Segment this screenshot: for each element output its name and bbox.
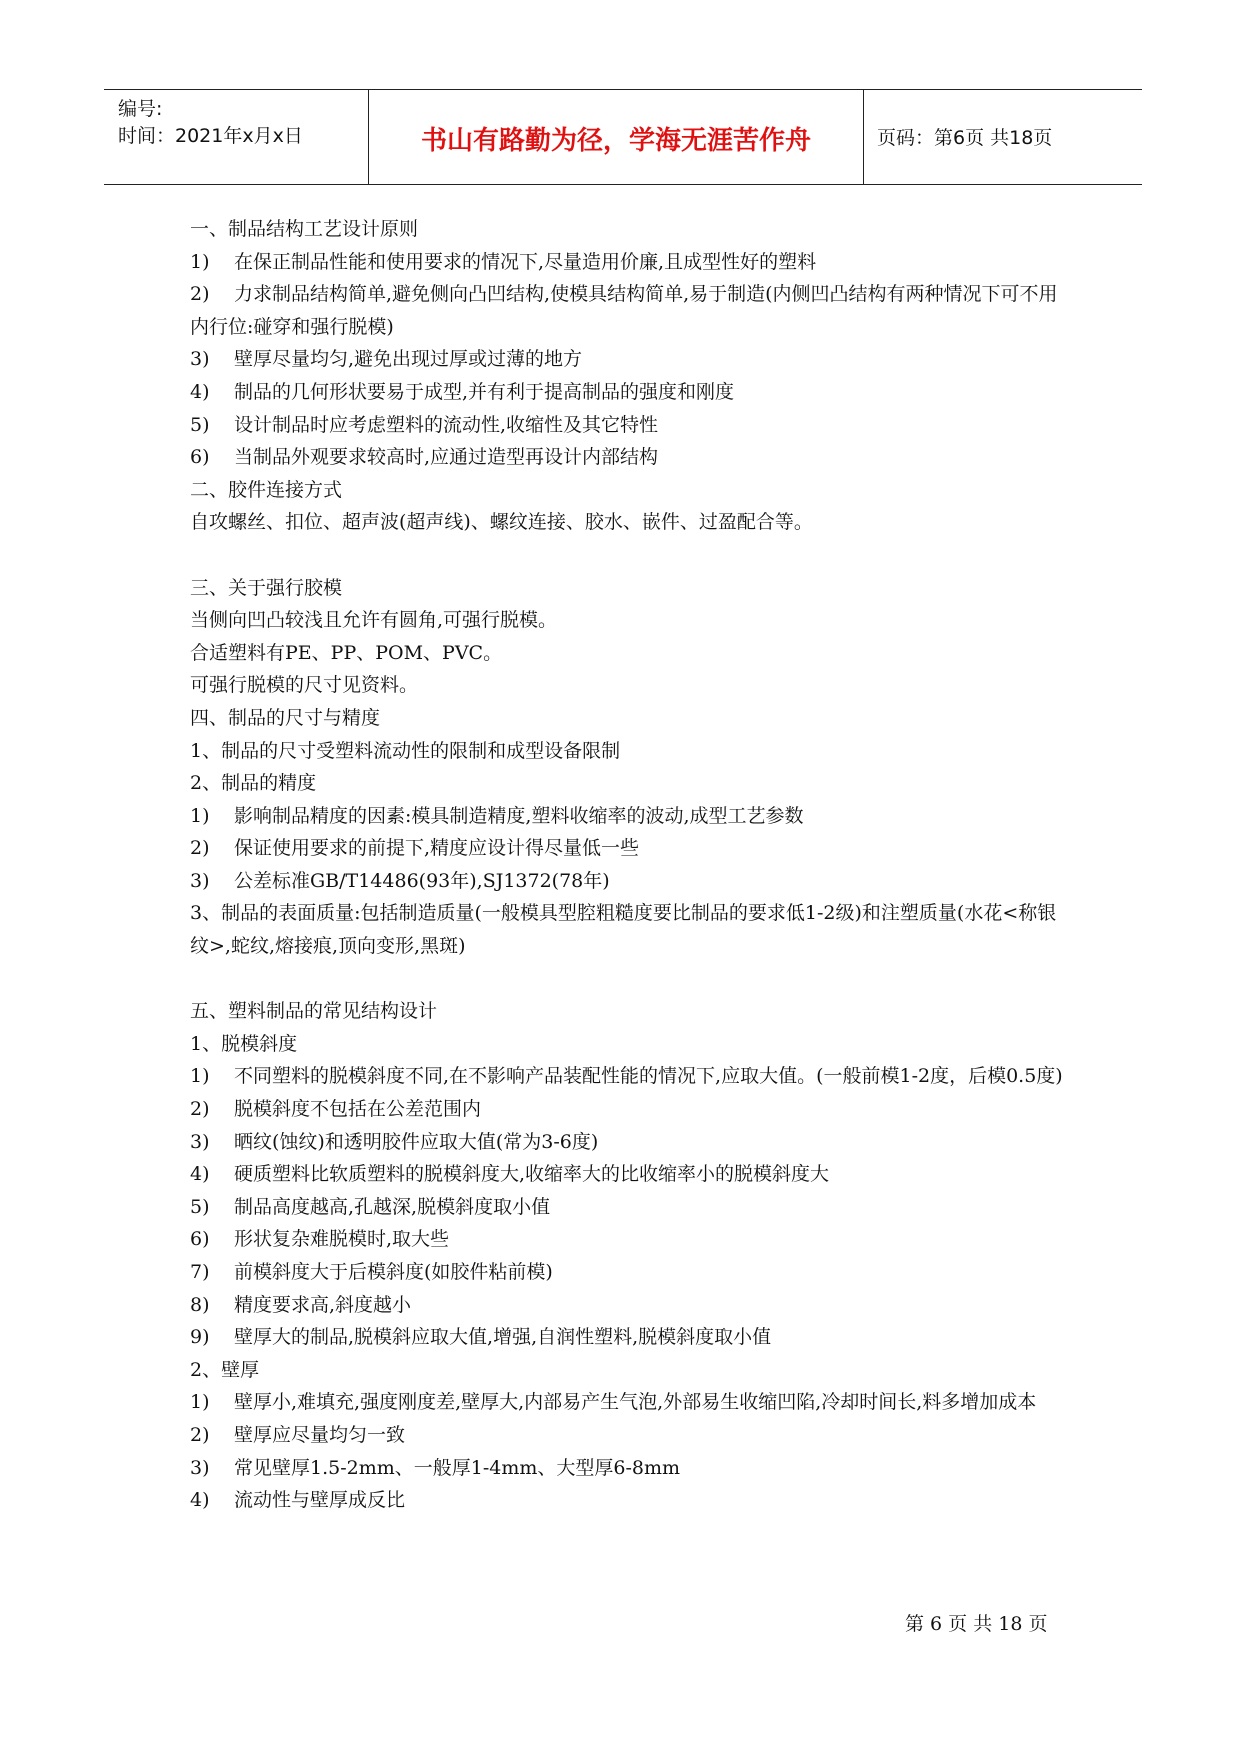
- list-item-number: 4): [190, 380, 210, 403]
- list-item: [190, 376, 1066, 409]
- line-text: 脱模斜度不包括在公差范围内: [234, 1098, 482, 1121]
- list-item: [190, 1158, 1066, 1191]
- list-item-number: 1): [190, 804, 210, 827]
- paragraph-line: [190, 213, 1066, 246]
- line-text: 壁厚小,难填充,强度刚度差,壁厚大,内部易产生气泡,外部易生收缩凹陷,冷却时间长,料多增加成本: [234, 1391, 1037, 1414]
- line-text: 力求制品结构简单,避免侧向凸凹结构,使模具结构简单,易于制造(内侧凹凸结构有两种情况下可不用内行位:碰穿和强行脱模): [190, 283, 1058, 338]
- line-text: 壁厚大的制品,脱模斜应取大值,增强,自润性塑料,脱模斜度取小值: [234, 1326, 772, 1349]
- line-text: 二、胶件连接方式: [190, 478, 343, 501]
- list-item-number: 4): [190, 1489, 210, 1512]
- list-item-number: 8): [190, 1293, 210, 1316]
- list-item: [190, 1452, 1066, 1485]
- line-text: 自攻螺丝、扣位、超声波(超声线)、螺纹连接、胶水、嵌件、过盈配合等。: [190, 511, 813, 534]
- header-motto: 书山有路勤为径，学海无涯苦作舟: [420, 126, 811, 156]
- list-item: [190, 865, 1066, 898]
- line-text: 三、关于强行胶模: [190, 576, 343, 599]
- line-text: 设计制品时应考虑塑料的流动性,收缩性及其它特性: [234, 413, 659, 436]
- document-date: 时间：2021年x月x日: [118, 125, 303, 147]
- line-text: 常见壁厚1.5-2mm、一般厚1-4mm、大型厚6-8mm: [234, 1456, 681, 1479]
- header-page-cell: [865, 90, 1142, 184]
- list-item-number: 9): [190, 1326, 210, 1349]
- blank-line: [190, 539, 1066, 572]
- list-item-number: 4): [190, 1163, 210, 1186]
- paragraph-line: [190, 702, 1066, 735]
- line-text: 前模斜度大于后模斜度(如胶件粘前模): [234, 1261, 553, 1283]
- line-text: 硬质塑料比软质塑料的脱模斜度大,收缩率大的比收缩率小的脱模斜度大: [234, 1163, 830, 1186]
- line-text: 一、制品结构工艺设计原则: [190, 218, 419, 240]
- list-item: [190, 800, 1066, 833]
- line-text: 四、制品的尺寸与精度: [190, 706, 381, 729]
- list-item: [190, 1093, 1066, 1126]
- list-item: [190, 1484, 1066, 1517]
- list-item-number: 2): [190, 1423, 210, 1446]
- line-text: 2、壁厚: [190, 1358, 260, 1381]
- paragraph-line: [190, 1028, 1066, 1061]
- line-text: 可强行脱模的尺寸见资料。: [190, 674, 419, 697]
- paragraph-line: [190, 604, 1066, 637]
- page-header: [104, 89, 1142, 185]
- line-text: 制品高度越高,孔越深,脱模斜度取小值: [234, 1195, 551, 1218]
- list-item: [190, 1223, 1066, 1256]
- paragraph-line: [190, 735, 1066, 768]
- list-item-number: 1): [190, 1391, 210, 1414]
- paragraph-line: [190, 637, 1066, 670]
- list-item-number: 7): [190, 1261, 210, 1283]
- line-text: 1、制品的尺寸受塑料流动性的限制和成型设备限制: [190, 739, 621, 762]
- list-item: [190, 1191, 1066, 1224]
- list-item: [190, 441, 1066, 474]
- page-footer: 第 6 页 共 18 页: [905, 1613, 1048, 1635]
- line-text: 晒纹(蚀纹)和透明胶件应取大值(常为3-6度): [234, 1130, 599, 1153]
- list-item-number: 2): [190, 1098, 210, 1121]
- blank-line: [190, 963, 1066, 996]
- line-text: 形状复杂难脱模时,取大些: [234, 1228, 450, 1251]
- document-body: [190, 213, 1066, 1517]
- header-info-cell: [104, 90, 369, 184]
- list-item-number: 1): [190, 1065, 210, 1088]
- list-item: [190, 1386, 1066, 1419]
- paragraph-line: [190, 995, 1066, 1028]
- paragraph-line: [190, 669, 1066, 702]
- document-code-label: 编号:: [118, 98, 163, 120]
- list-item-number: 3): [190, 1456, 210, 1479]
- list-item: [190, 1060, 1066, 1093]
- list-item: [190, 278, 1066, 343]
- list-item-number: 5): [190, 1195, 210, 1218]
- line-text: 保证使用要求的前提下,精度应设计得尽量低一些: [234, 837, 640, 860]
- paragraph-line: [190, 767, 1066, 800]
- list-item-number: 2): [190, 837, 210, 860]
- line-text: 当侧向凹凸较浅且允许有圆角,可强行脱模。: [190, 609, 558, 632]
- list-item: [190, 832, 1066, 865]
- list-item: [190, 343, 1066, 376]
- line-text: 五、塑料制品的常见结构设计: [190, 1000, 438, 1023]
- line-text: 1、脱模斜度: [190, 1032, 298, 1055]
- line-text: 流动性与壁厚成反比: [234, 1489, 406, 1512]
- line-text: 公差标准GB/T14486(93年),SJ1372(78年): [234, 869, 610, 892]
- line-text: 2、制品的精度: [190, 772, 317, 795]
- paragraph-line: [190, 572, 1066, 605]
- list-item: [190, 409, 1066, 442]
- line-text: 当制品外观要求较高时,应通过造型再设计内部结构: [234, 446, 659, 469]
- list-item: [190, 1126, 1066, 1159]
- list-item: [190, 1256, 1066, 1289]
- paragraph-line: [190, 897, 1066, 962]
- line-text: 精度要求高,斜度越小: [234, 1293, 412, 1316]
- paragraph-line: [190, 1354, 1066, 1387]
- line-text: 合适塑料有PE、PP、POM、PVC。: [190, 641, 503, 664]
- line-text: 影响制品精度的因素:模具制造精度,塑料收缩率的波动,成型工艺参数: [234, 804, 804, 827]
- list-item-number: 3): [190, 869, 210, 892]
- list-item: [190, 1289, 1066, 1322]
- line-text: 壁厚尽量均匀,避免出现过厚或过薄的地方: [234, 348, 583, 371]
- list-item: [190, 1321, 1066, 1354]
- list-item: [190, 1419, 1066, 1452]
- list-item-number: 5): [190, 413, 210, 436]
- list-item-number: 6): [190, 1228, 210, 1251]
- list-item: [190, 246, 1066, 279]
- paragraph-line: [190, 506, 1066, 539]
- list-item-number: 3): [190, 348, 210, 371]
- header-page-number: 页码：第6页 共18页: [877, 127, 1053, 149]
- list-item-number: 3): [190, 1130, 210, 1153]
- list-item-number: 6): [190, 446, 210, 469]
- line-text: 不同塑料的脱模斜度不同,在不影响产品装配性能的情况下,应取大值。(一般前模1-2度，后模0.5度): [234, 1065, 1063, 1088]
- line-text: 壁厚应尽量均匀一致: [234, 1423, 406, 1446]
- paragraph-line: [190, 474, 1066, 507]
- list-item-number: 1): [190, 250, 210, 273]
- header-motto-cell: [369, 90, 864, 184]
- list-item-number: 2): [190, 283, 210, 306]
- line-text: 制品的几何形状要易于成型,并有利于提高制品的强度和刚度: [234, 380, 735, 403]
- line-text: 3、制品的表面质量:包括制造质量(一般模具型腔粗糙度要比制品的要求低1-2级)和注塑质量(水花<称银纹>,蛇纹,熔接痕,顶向变形,黑斑): [190, 902, 1057, 958]
- line-text: 在保正制品性能和使用要求的情况下,尽量造用价廉,且成型性好的塑料: [234, 250, 817, 273]
